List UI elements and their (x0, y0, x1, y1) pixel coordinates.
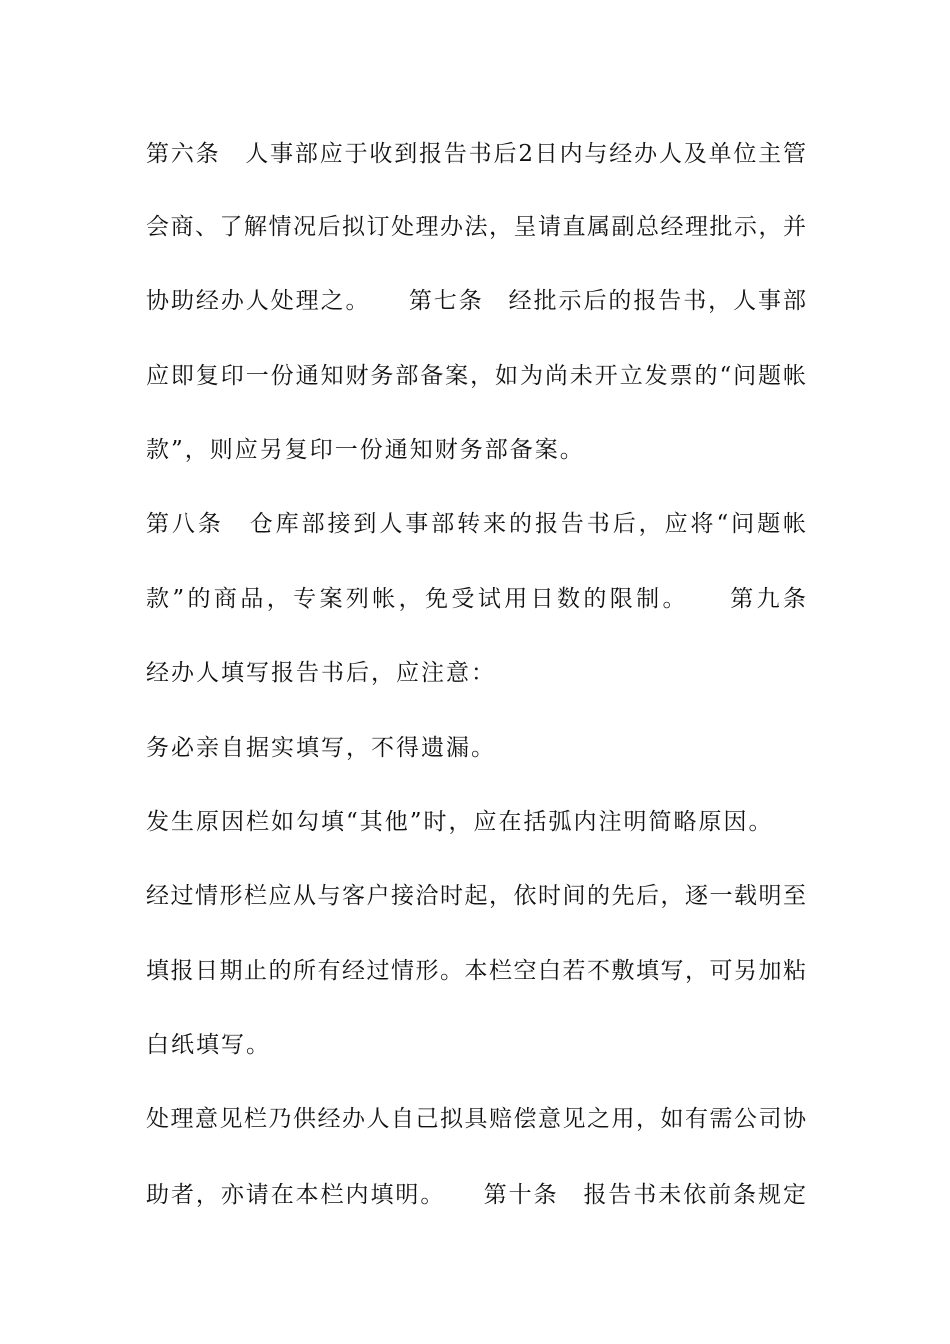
text-line: 发生原因栏如勾填“其他”时，应在括弧内注明简略原因。 (146, 809, 774, 835)
text-line: 填报日期止的所有经过情形。本栏空白若不敷填写，可另加粘 (146, 958, 806, 984)
text-line: 应即复印一份通知财务部备案，如为尚未开立发票的“问题帐 (146, 363, 806, 389)
text-line: 经办人填写报告书后，应注意： (146, 660, 496, 686)
text-line: 会商、了解情况后拟订处理办法，呈请直属副总经理批示，并 (146, 214, 806, 240)
text-line: 助者，亦请在本栏内填明。 第十条 报告书未依前条规定 (146, 1182, 806, 1208)
text-line: 第六条 人事部应于收到报告书后2日内与经办人及单位主管 (146, 141, 806, 167)
text-line: 第八条 仓库部接到人事部转来的报告书后，应将“问题帐 (146, 511, 806, 537)
text-line: 经过情形栏应从与客户接洽时起，依时间的先后，逐一载明至 (146, 883, 806, 909)
text-line: 款”的商品，专案列帐，免受试用日数的限制。 第九条 (146, 586, 806, 612)
text-line: 款”，则应另复印一份通知财务部备案。 (146, 437, 585, 463)
text-line: 务必亲自据实填写，不得遗漏。 (146, 735, 496, 761)
text-line: 协助经办人处理之。 第七条 经批示后的报告书，人事部 (146, 288, 806, 314)
text-line: 白纸填写。 (146, 1032, 271, 1058)
text-line: 处理意见栏乃供经办人自己拟具赔偿意见之用，如有需公司协 (146, 1106, 806, 1132)
